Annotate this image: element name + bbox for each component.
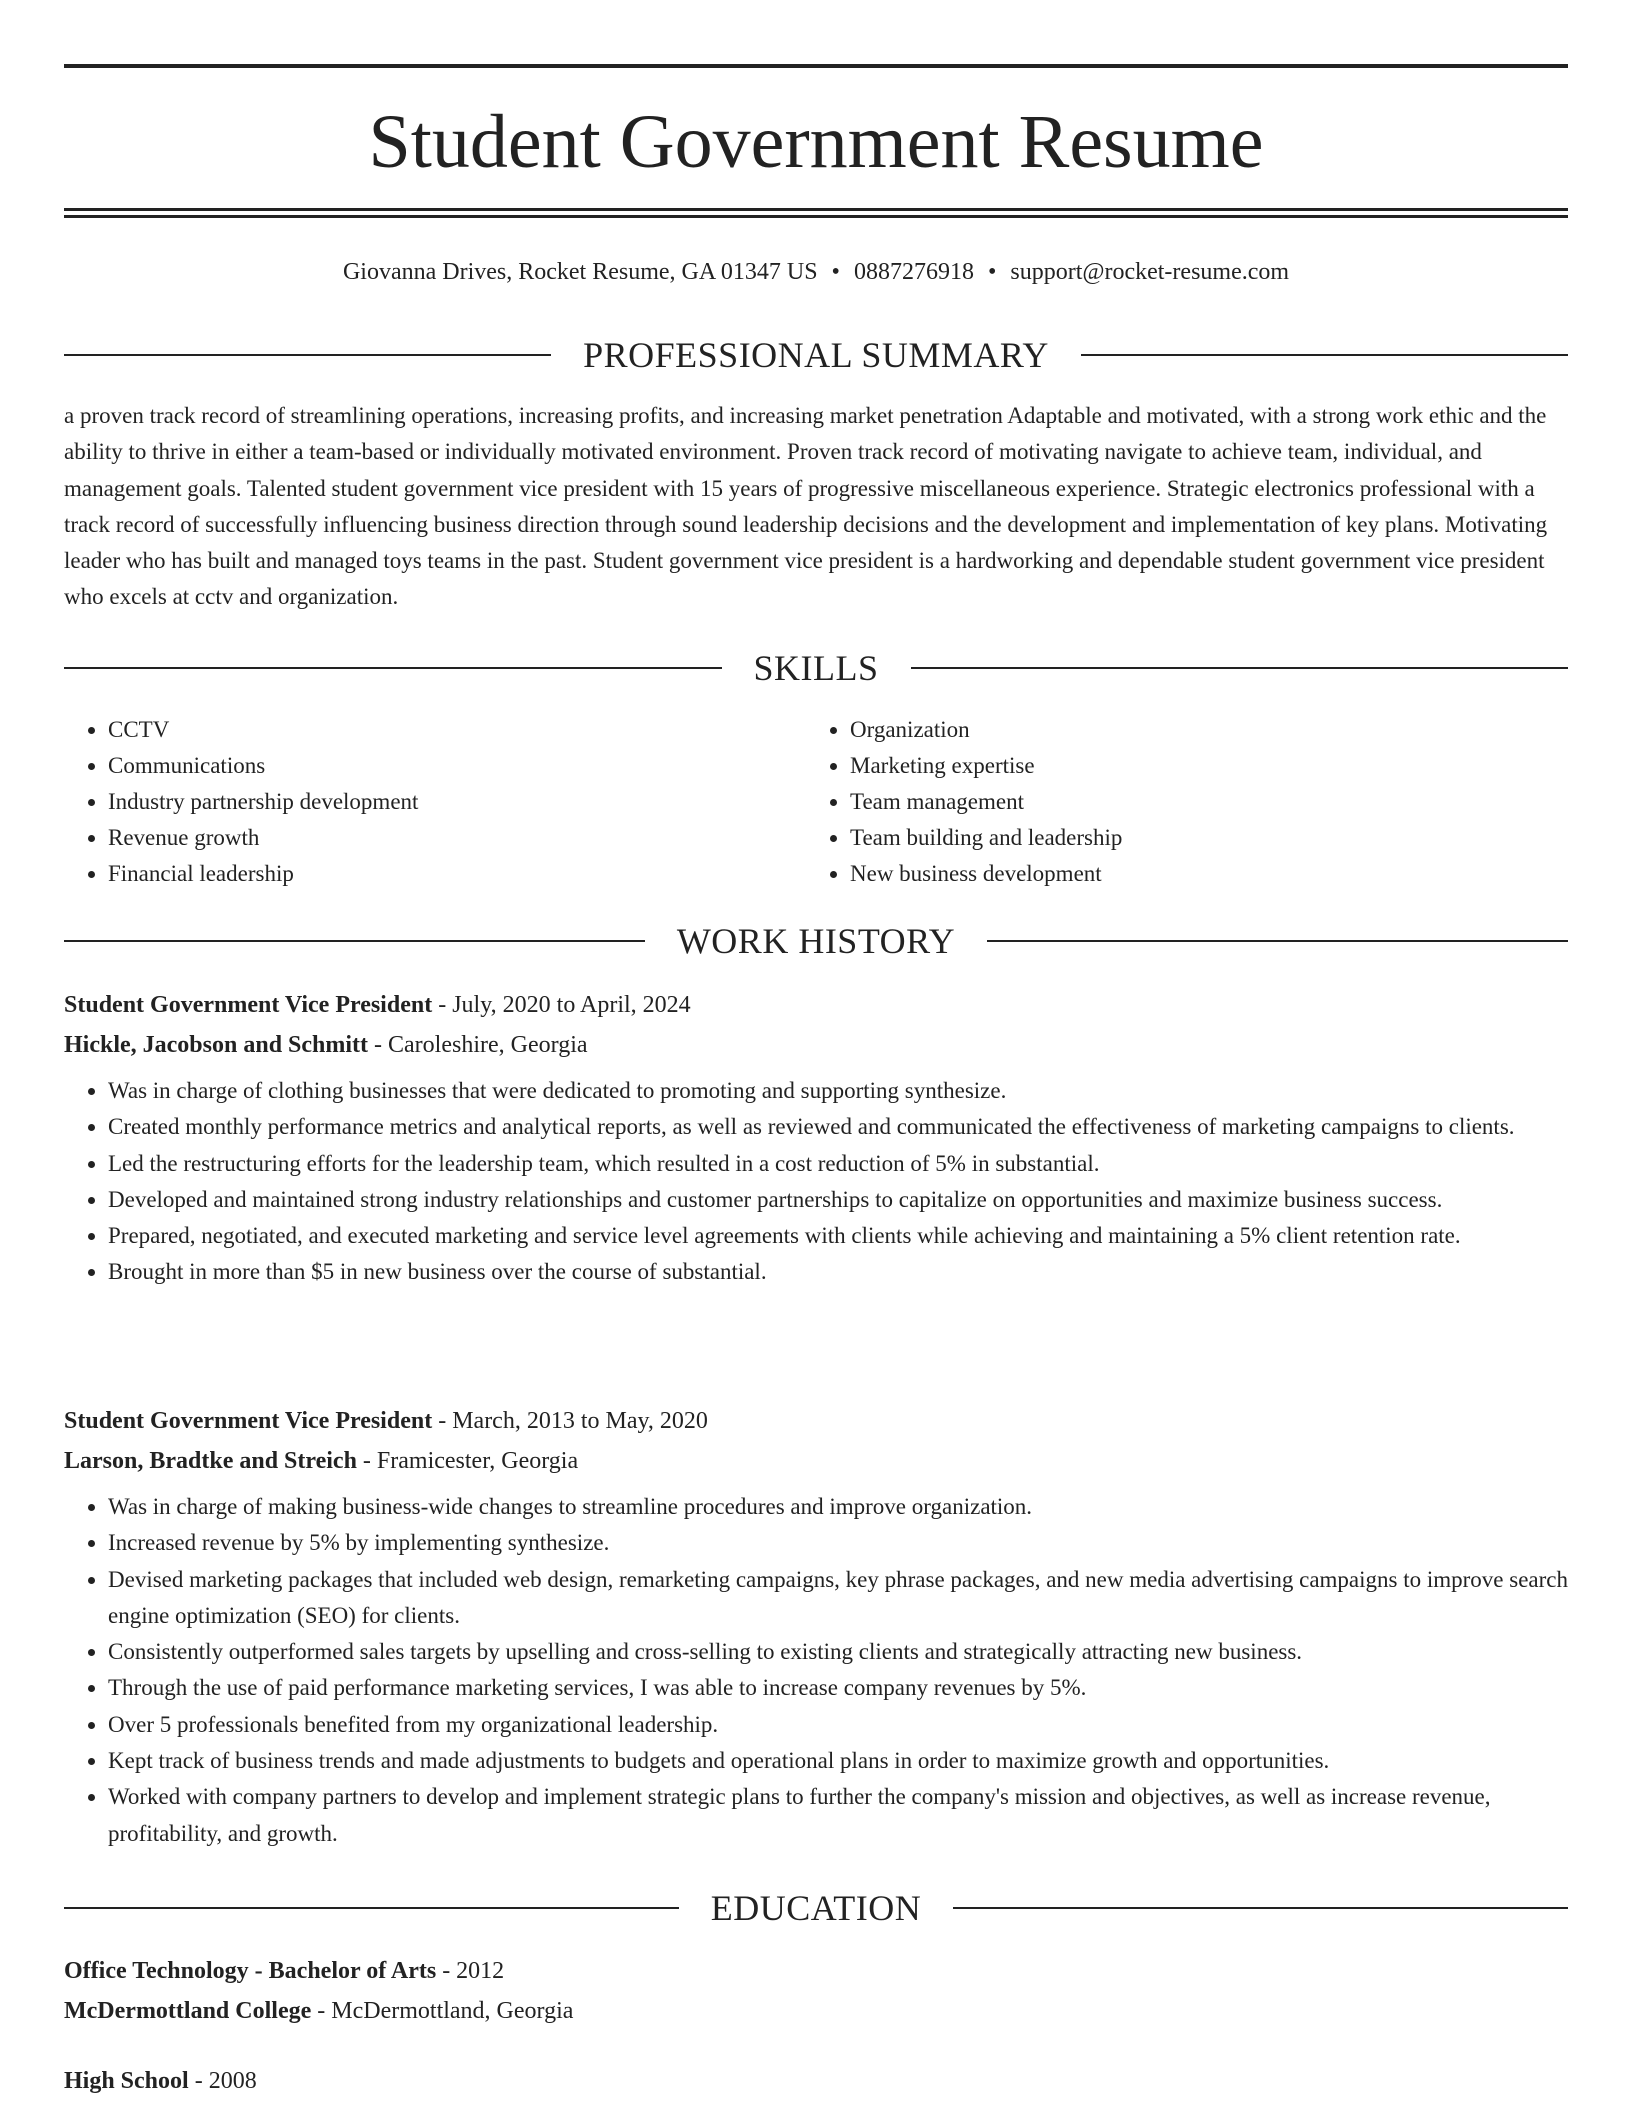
education-entry <box>64 2061 1568 2101</box>
job-title-line <box>64 985 1568 1025</box>
job-company-line <box>64 1441 1568 1481</box>
heading-rule <box>987 940 1568 942</box>
job-bullet: • Worked with company partners to develop and implement strategic plans to further the company's mission and objectives, as well as increase revenue, profitability, and growth. <box>108 1779 1568 1852</box>
job-bullet: • Over 5 professionals benefited from my organizational leadership. <box>108 1707 1568 1743</box>
skill-item: • Marketing expertise <box>850 748 1548 784</box>
heading-rule <box>911 667 1569 669</box>
job-bullet: • Increased revenue by 5% by implementing synthesize. <box>108 1525 1568 1561</box>
job-entry <box>64 1401 1568 1852</box>
skill-item: • Industry partnership development <box>108 784 806 820</box>
education-location: - McDermottland, Georgia <box>311 1998 574 2024</box>
contact-phone: 0887276918 <box>853 259 974 285</box>
section-heading-summary <box>64 331 1568 379</box>
resume-title: Student Government Resume <box>368 100 1264 184</box>
skill-item: • Organization <box>850 712 1548 748</box>
heading-rule <box>64 354 551 356</box>
summary-text: a proven track record of streamlining operations, increasing profits, and increasing market penetration Adaptable and motivated, with a strong work ethic and the ability to thrive in either a team-based or individually motivated environment. Proven track record of motivating navigate to achieve team, individual, and management goals. Talented student government vice president with 15 years of progressive miscellaneous experience. Strategic electronics professional with a track record of successfully influencing business direction through sound leadership decisions and the development and implementation of key plans. Motivating leader who has built and managed toys teams in the past. Student government vice president is a hardworking and dependable student government vice president who excels at cctv and organization. <box>64 403 1548 610</box>
job-bullet: • Brought in more than $5 in new business over the course of substantial. <box>108 1254 1568 1290</box>
job-bullets <box>64 1073 1568 1291</box>
skill-item: • Revenue growth <box>108 820 806 856</box>
job-bullet: • Developed and maintained strong industry relationships and customer partnerships to capitalize on opportunities and maximize business success. <box>108 1182 1568 1218</box>
title-double-rule <box>64 208 1568 218</box>
contact-email: support@rocket-resume.com <box>1010 259 1290 285</box>
job-company: Larson, Bradtke and Streich <box>64 1448 357 1474</box>
job-bullet: • Consistently outperformed sales targets by upselling and cross-selling to existing clients and strategically attracting new business. <box>108 1634 1568 1670</box>
education-degree-line <box>64 2061 1568 2101</box>
section-title: PROFESSIONAL SUMMARY <box>583 335 1049 375</box>
job-bullet: • Prepared, negotiated, and executed marketing and service level agreements with clients while achieving and maintaining a 5% client retention rate. <box>108 1218 1568 1254</box>
job-title: Student Government Vice President <box>64 992 433 1018</box>
job-bullet: • Was in charge of clothing businesses that were dedicated to promoting and supporting synthesize. <box>108 1073 1568 1109</box>
job-company: Hickle, Jacobson and Schmitt <box>64 1032 369 1058</box>
job-bullet: • Through the use of paid performance marketing services, I was able to increase company revenues by 5%. <box>108 1670 1568 1706</box>
education-degree: High School <box>64 2068 189 2094</box>
heading-rule <box>64 667 722 669</box>
heading-rule <box>1081 354 1568 356</box>
contact-separator: • <box>831 259 840 285</box>
job-title-line <box>64 1401 1568 1441</box>
job-title: Student Government Vice President <box>64 1408 433 1434</box>
section-heading-work <box>64 917 1568 965</box>
job-location: - Framicester, Georgia <box>356 1448 579 1474</box>
education-entry <box>64 1951 1568 2031</box>
skill-item: • Team building and leadership <box>850 820 1548 856</box>
job-bullet: • Was in charge of making business-wide changes to streamline procedures and improve organization. <box>108 1489 1568 1525</box>
skills-column-right <box>806 712 1548 892</box>
job-bullet: • Created monthly performance metrics and analytical reports, as well as reviewed and communicated the effectiveness of marketing campaigns to clients. <box>108 1109 1568 1145</box>
top-rule <box>64 64 1568 68</box>
section-title: EDUCATION <box>710 1888 922 1928</box>
job-bullet: • Led the restructuring efforts for the leadership team, which resulted in a cost reduction of 5% in substantial. <box>108 1146 1568 1182</box>
section-heading-skills <box>64 644 1568 692</box>
education-school-line <box>64 1991 1568 2031</box>
contact-separator: • <box>987 259 997 285</box>
job-entry <box>64 985 1568 1291</box>
job-bullets <box>64 1489 1568 1852</box>
contact-address: Giovanna Drives, Rocket Resume, GA 01347 US <box>342 259 818 285</box>
job-company-line <box>64 1025 1568 1065</box>
job-dates: - July, 2020 to April, 2024 <box>432 992 691 1018</box>
skill-item: • Team management <box>850 784 1548 820</box>
skill-item: • Financial leadership <box>108 856 806 892</box>
heading-rule <box>64 940 645 942</box>
section-title: WORK HISTORY <box>676 921 956 961</box>
job-location: - Caroleshire, Georgia <box>368 1032 588 1058</box>
job-bullet: • Devised marketing packages that included web design, remarketing campaigns, key phrase packages, and new media advertising campaigns to improve search engine optimization (SEO) for clients. <box>108 1562 1568 1635</box>
heading-rule <box>64 1907 679 1909</box>
contact-line <box>64 252 1568 292</box>
skills-column-left <box>64 712 806 892</box>
section-title: SKILLS <box>753 648 879 688</box>
job-bullet: • Kept track of business trends and made adjustments to budgets and operational plans in order to maximize growth and opportunities. <box>108 1743 1568 1779</box>
education-year: - 2008 <box>188 2068 257 2094</box>
skill-item: • New business development <box>850 856 1548 892</box>
skill-item: • Communications <box>108 748 806 784</box>
skill-item: • CCTV <box>108 712 806 748</box>
section-heading-education <box>64 1884 1568 1932</box>
skills-list <box>64 712 1568 892</box>
education-school: McDermottland College <box>64 1998 312 2024</box>
education-degree-line <box>64 1951 1568 1991</box>
education-year: - 2012 <box>436 1958 505 1984</box>
job-dates: - March, 2013 to May, 2020 <box>432 1408 708 1434</box>
education-degree: Office Technology - Bachelor of Arts <box>64 1958 437 1984</box>
heading-rule <box>953 1907 1568 1909</box>
